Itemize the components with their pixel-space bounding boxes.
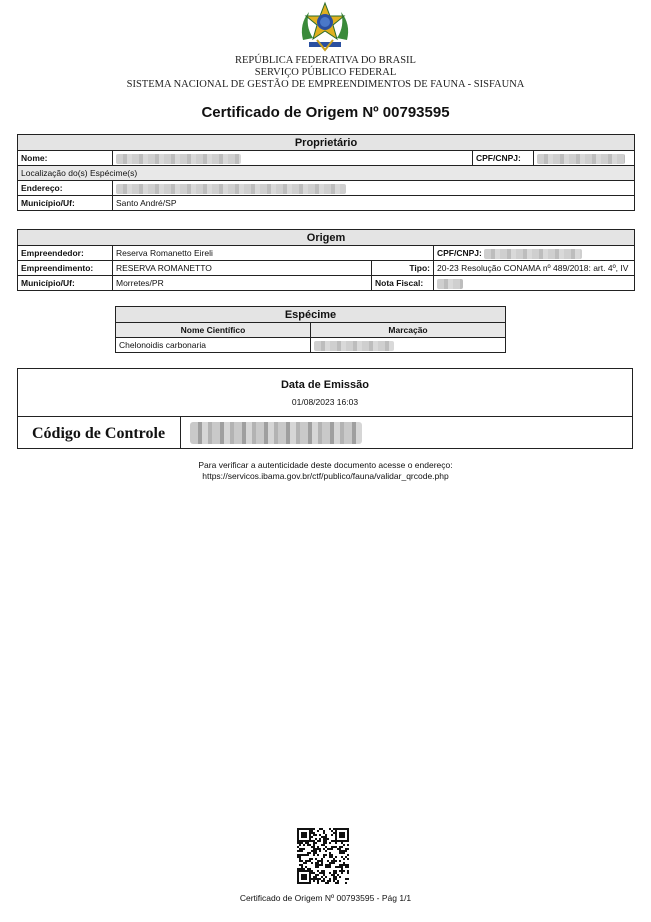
- header-republic: REPÚBLICA FEDERATIVA DO BRASIL: [235, 55, 416, 66]
- divider: [18, 416, 632, 417]
- data-emissao-value: 01/08/2023 16:03: [291, 397, 359, 407]
- localizacao-label: Localização do(s) Espécime(s): [18, 166, 635, 181]
- brasil-coat-of-arms-icon: [297, 0, 353, 52]
- endereco-value-redacted: [113, 181, 635, 196]
- certificate-title: Certificado de Origem Nº 00793595: [201, 104, 450, 121]
- verification-note: [0, 460, 651, 482]
- nome-cientifico-value: Chelonoidis carbonaria: [116, 338, 311, 353]
- origem-municipio-label: Município/Uf:: [18, 276, 113, 291]
- verification-text: Para verificar a autenticidade deste documento acesse o endereço:: [198, 460, 453, 470]
- empreendedor-label: Empreendedor:: [18, 246, 113, 261]
- verification-url[interactable]: https://servicos.ibama.gov.br/ctf/publico/fauna/validar_qrcode.php: [202, 471, 449, 481]
- especime-table: [115, 306, 506, 353]
- qr-code-icon: [297, 828, 349, 884]
- municipio-value: Santo André/SP: [113, 196, 635, 211]
- especime-caption: Espécime: [116, 307, 506, 323]
- nome-label: Nome:: [18, 151, 113, 166]
- empreendedor-value: Reserva Romanetto Eireli: [113, 246, 434, 261]
- origem-caption: Origem: [18, 230, 635, 246]
- page-footer: Certificado de Origem Nº 00793595 - Pág 1/1: [239, 893, 412, 903]
- header-service: SERVIÇO PÚBLICO FEDERAL: [254, 67, 397, 78]
- nota-fiscal-value-redacted: [434, 276, 635, 291]
- proprietario-caption: Proprietário: [18, 135, 635, 151]
- empreendimento-label: Empreendimento:: [18, 261, 113, 276]
- emissao-box: [17, 368, 633, 449]
- codigo-controle-label: Código de Controle: [32, 425, 166, 442]
- nota-fiscal-label: Nota Fiscal:: [372, 276, 434, 291]
- empreendimento-value: RESERVA ROMANETTO: [113, 261, 372, 276]
- marcacao-value-redacted: [311, 338, 506, 353]
- municipio-label: Município/Uf:: [18, 196, 113, 211]
- header-system: SISTEMA NACIONAL DE GESTÃO DE EMPREENDIMENTOS DE FAUNA - SISFAUNA: [126, 79, 525, 90]
- col-nome-cientifico: Nome Científico: [116, 323, 311, 338]
- origem-table: [17, 229, 635, 291]
- nome-value-redacted: [113, 151, 473, 166]
- cpf-value-redacted: [534, 151, 635, 166]
- codigo-controle-value-redacted: [190, 422, 362, 444]
- origem-cpf-cell: [434, 246, 635, 261]
- cpf-label: CPF/CNPJ:: [473, 151, 534, 166]
- tipo-label: Tipo:: [372, 261, 434, 276]
- origem-municipio-value: Morretes/PR: [113, 276, 372, 291]
- data-emissao-label: Data de Emissão: [280, 379, 370, 391]
- divider: [180, 416, 181, 449]
- endereco-label: Endereço:: [18, 181, 113, 196]
- proprietario-table: [17, 134, 635, 211]
- tipo-value: 20-23 Resolução CONAMA nº 489/2018: art. 4º, IV: [434, 261, 635, 276]
- origem-cpf-label: CPF/CNPJ:: [437, 248, 482, 258]
- col-marcacao: Marcação: [311, 323, 506, 338]
